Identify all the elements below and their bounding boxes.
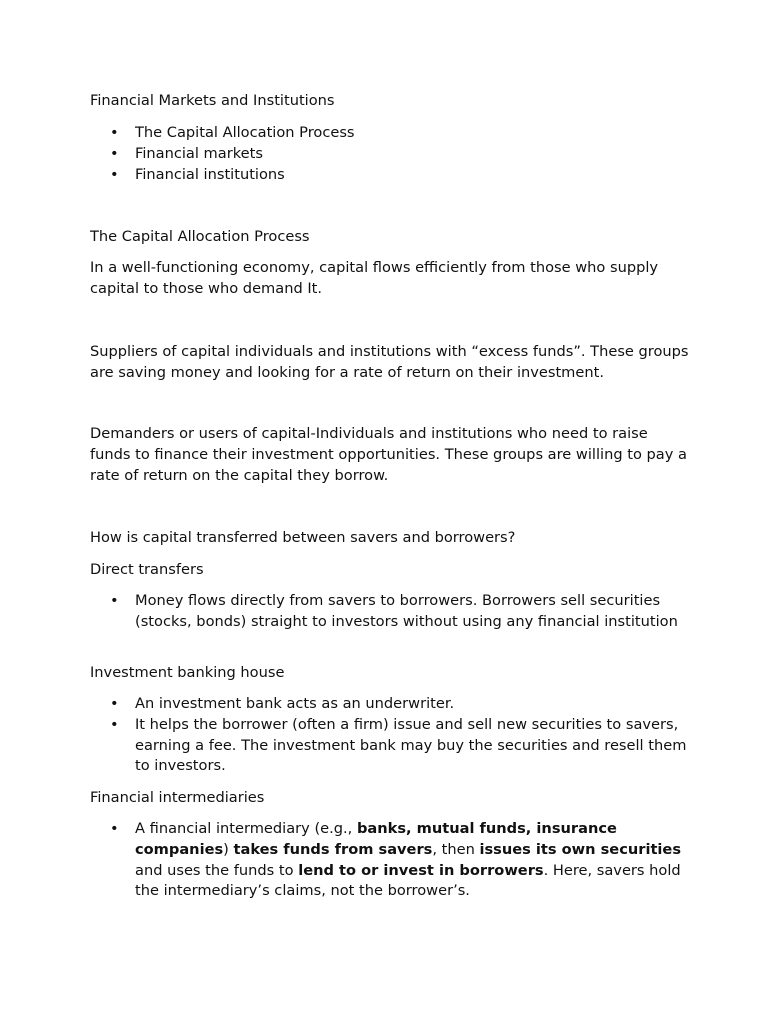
emphasis-text: issues its own securities	[479, 840, 682, 858]
bullet-icon: •	[110, 695, 119, 712]
list-item: • It helps the borrower (often a firm) issue and sell new securities to savers, earning a fee. The investment bank may buy the securities and resell them to investors.	[110, 715, 687, 775]
emphasis-text: lend to or invest in borrowers	[298, 861, 544, 879]
paragraph-suppliers: Suppliers of capital individuals and institutions with “excess funds”. These groups are saving money and looking for a rate of return on their investment.	[90, 343, 689, 381]
paragraph-intro: In a well-functioning economy, capital flows efficiently from those who supply capital to those who demand It.	[90, 259, 659, 297]
bullet-icon: •	[110, 124, 119, 141]
subheading-investment-banking: Investment banking house	[90, 664, 285, 681]
question-heading: How is capital transferred between savers and borrowers?	[90, 529, 516, 546]
bullet-icon: •	[110, 820, 119, 837]
investment-banking-list	[90, 694, 690, 777]
list-item: • Financial institutions	[90, 165, 690, 186]
emphasis-text: banks, mutual funds, insurance companies	[135, 820, 617, 858]
subheading-direct: Direct transfers	[90, 561, 204, 578]
paragraph-demanders: Demanders or users of capital-Individuals and institutions who need to raise funds to finance their investment opportunities. These groups are willing to pay a rate of return on the capital they borrow.	[90, 425, 687, 484]
outline-title: Financial Markets and Institutions	[90, 92, 335, 109]
bullet-icon: •	[110, 165, 119, 183]
list-item: • Money flows directly from savers to borrowers. Borrowers sell securities (stocks, bonds) straight to investors without using any financial institution	[110, 592, 678, 630]
list-item: • Financial markets	[90, 144, 690, 165]
emphasis-text: takes funds from savers	[233, 840, 433, 858]
bullet-icon: •	[110, 592, 119, 609]
intermediaries-list	[90, 819, 690, 902]
outline-list	[90, 123, 690, 185]
section-heading: The Capital Allocation Process	[90, 228, 310, 245]
list-item: • An investment bank acts as an underwriter.	[90, 694, 690, 715]
subheading-intermediaries: Financial intermediaries	[90, 789, 265, 806]
bullet-icon: •	[110, 715, 119, 733]
list-item: • A financial intermediary (e.g., banks, mutual funds, insurance companies) takes funds from savers, then issues its own securities and uses the funds to lend to or invest in borrowers. Here, savers hold the intermediary’s claims, not the borrower’s.	[110, 820, 682, 900]
list-item: • The Capital Allocation Process	[90, 123, 690, 144]
bullet-icon: •	[110, 144, 119, 162]
direct-list	[90, 591, 690, 633]
